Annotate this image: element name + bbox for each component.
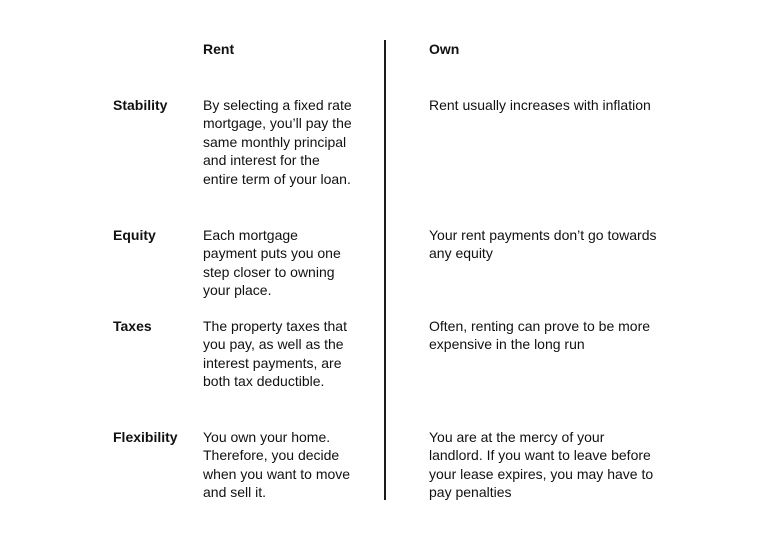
column-divider bbox=[384, 40, 386, 500]
own-cell-taxes: Often, renting can prove to be more expensive in the long run bbox=[429, 318, 651, 353]
row-label-equity: Equity bbox=[113, 227, 156, 243]
own-cell-stability: Rent usually increases with inflation bbox=[429, 97, 651, 113]
row-label-flexibility: Flexibility bbox=[113, 429, 178, 445]
rent-cell-stability: By selecting a fixed rate mortgage, you’ll pay the same monthly principal and interest for the entire term of your loan. bbox=[203, 97, 352, 187]
own-cell-flexibility: You are at the mercy of your landlord. If you want to leave before your lease expires, you may have to pay penalties bbox=[429, 429, 654, 501]
row-label-taxes: Taxes bbox=[113, 318, 152, 334]
column-header-own: Own bbox=[429, 41, 460, 57]
own-cell-equity: Your rent payments don’t go towards any equity bbox=[429, 227, 657, 262]
row-label-stability: Stability bbox=[113, 97, 168, 113]
rent-cell-equity: Each mortgage payment puts you one step closer to owning your place. bbox=[203, 227, 341, 299]
rent-cell-flexibility: You own your home. Therefore, you decide when you want to move and sell it. bbox=[203, 429, 351, 501]
rent-cell-taxes: The property taxes that you pay, as well as the interest payments, are both tax deductible. bbox=[203, 318, 347, 390]
column-header-rent: Rent bbox=[203, 41, 235, 57]
